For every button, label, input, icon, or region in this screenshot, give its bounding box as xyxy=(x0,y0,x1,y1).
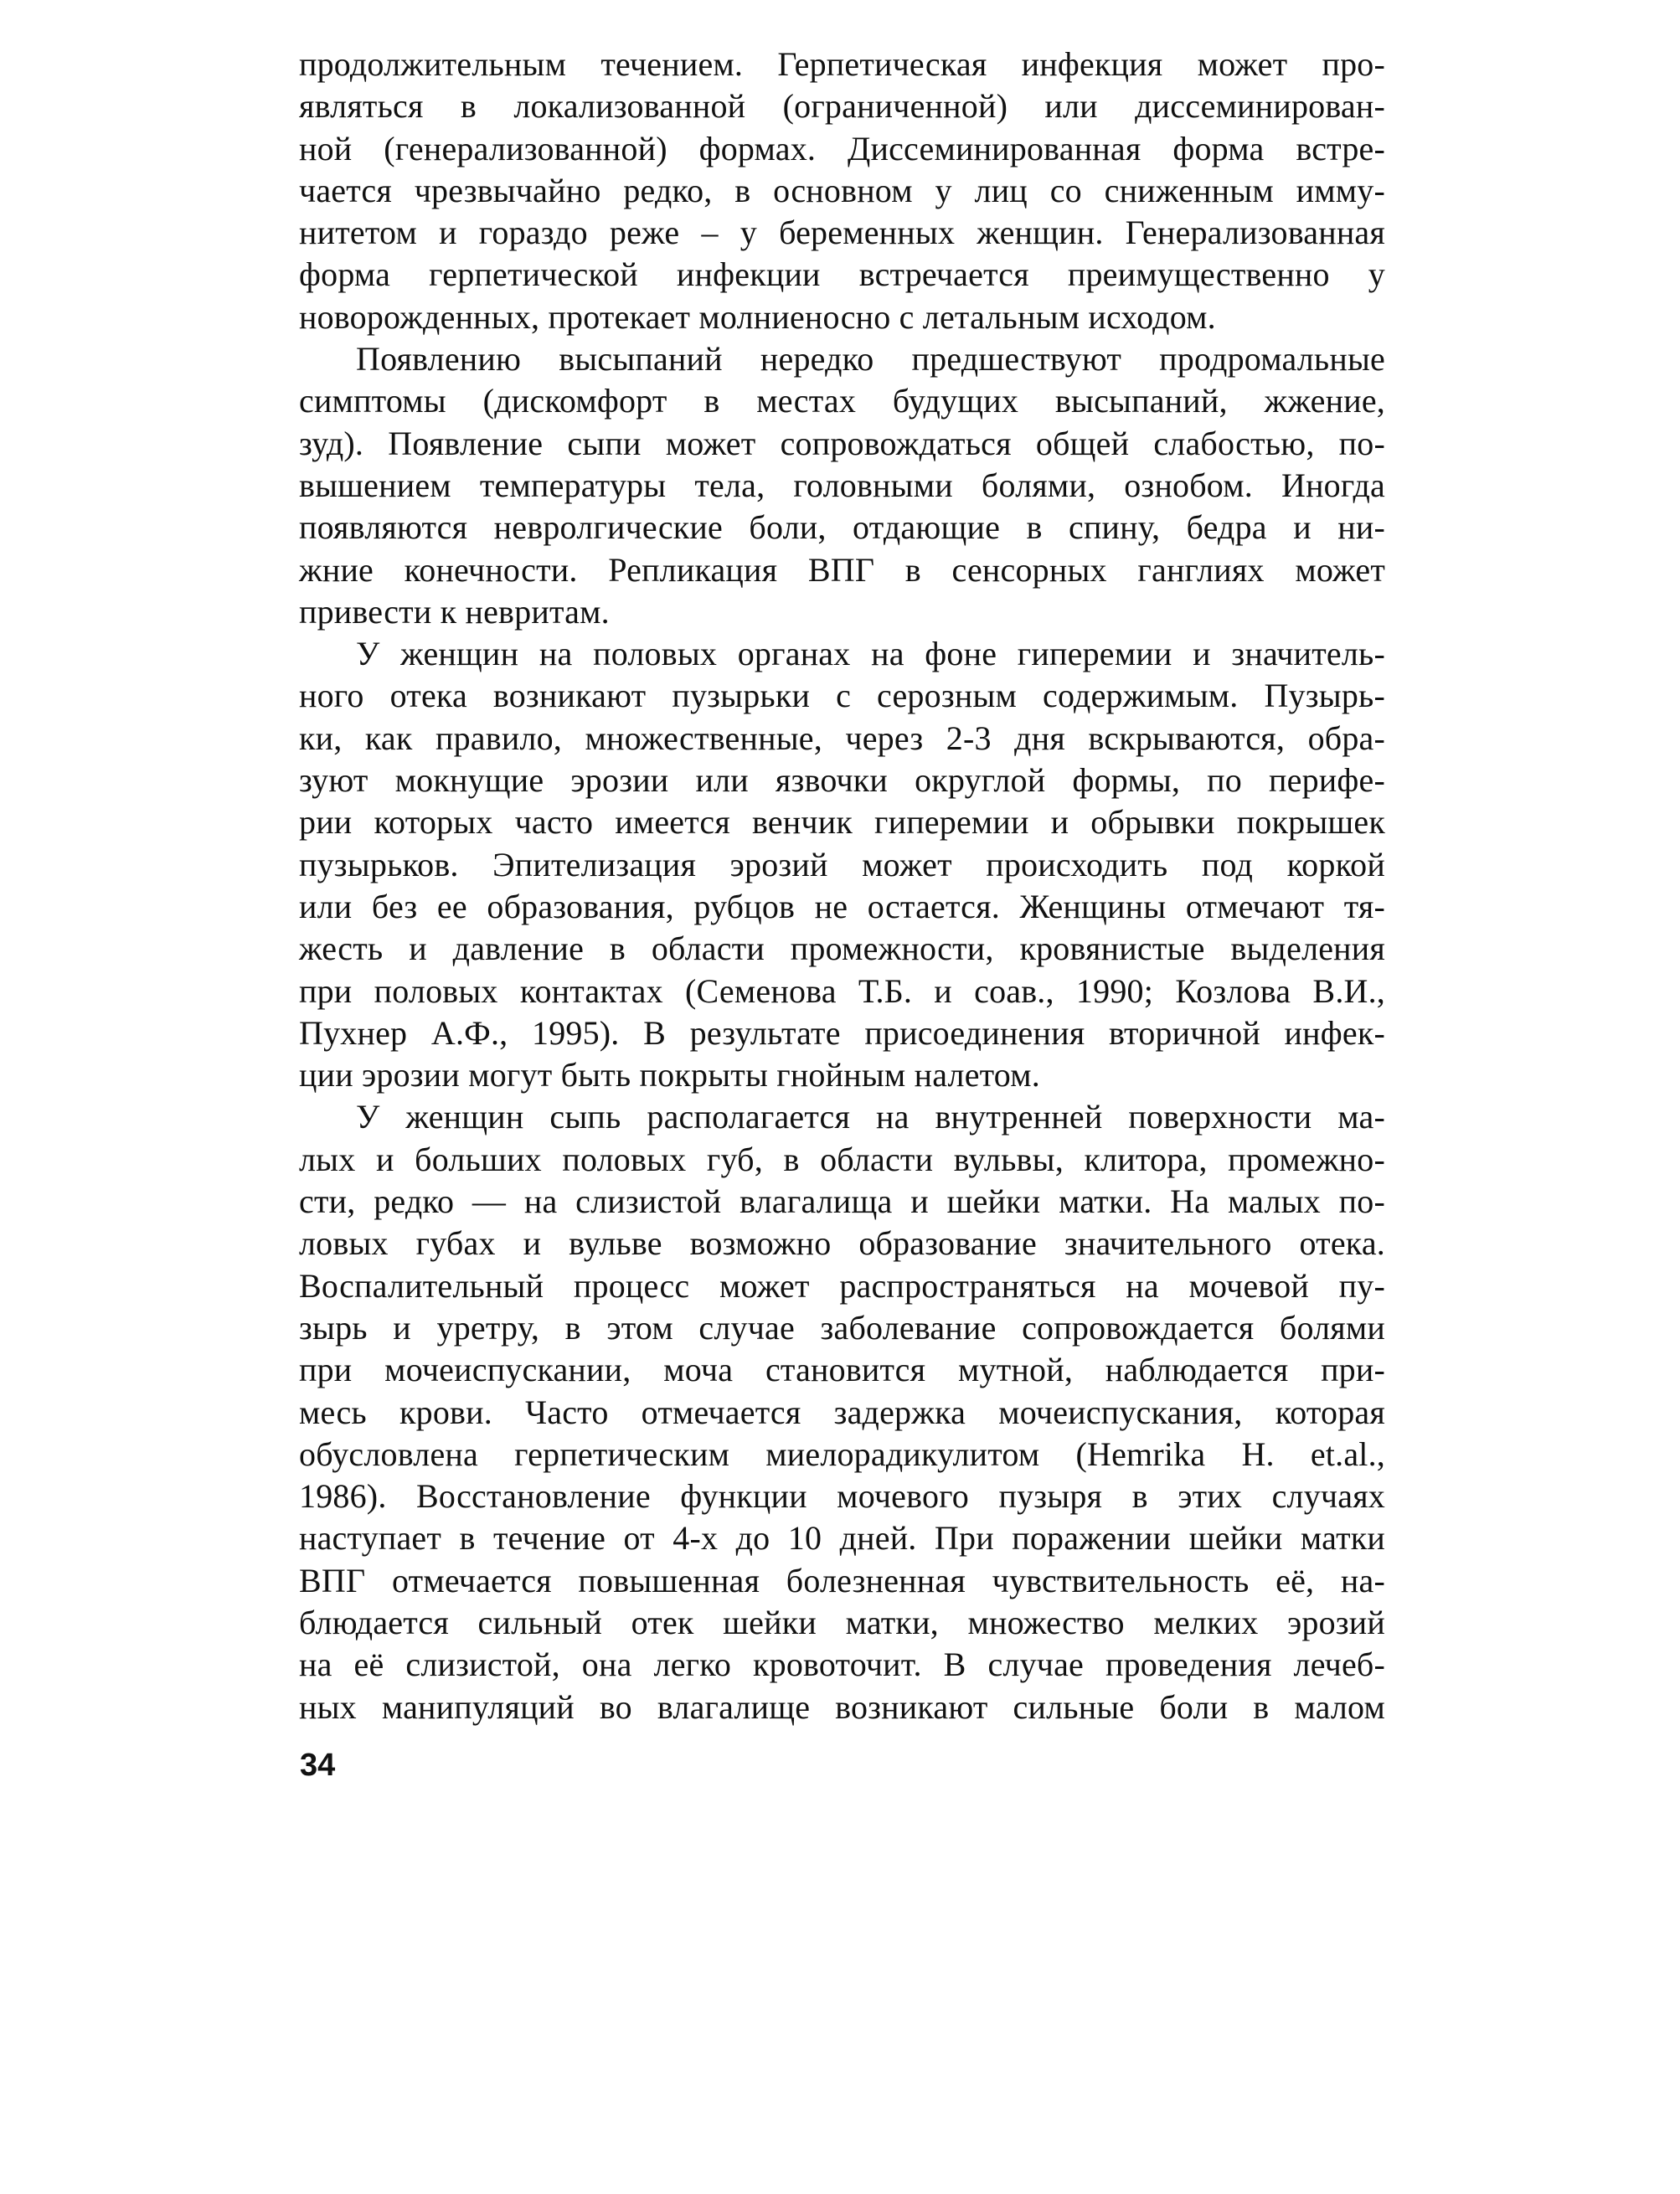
text-line: ловых губах и вульве возможно образование значительного отека. xyxy=(299,1224,1385,1263)
text-line: при половых контактах (Семенова Т.Б. и соав., 1990; Козлова В.И., xyxy=(299,971,1385,1010)
text-line: новорожденных, протекает молниеносно с летальным исходом. xyxy=(299,297,1216,336)
paragraph-2 xyxy=(299,338,1385,633)
paragraph-3 xyxy=(299,633,1385,1096)
text-line: рии которых часто имеется венчик гиперемии и обрывки покрышек xyxy=(299,803,1385,842)
text-line: ВПГ отмечается повышенная болезненная чувствительность её, на- xyxy=(299,1561,1385,1599)
text-line: пузырьков. Эпителизация эрозий может происходить под коркой xyxy=(299,845,1385,883)
text-line: симптомы (дискомфорт в местах будущих высыпаний, жжение, xyxy=(299,382,1385,420)
text-line: жние конечности. Репликация ВПГ в сенсорных ганглиях может xyxy=(299,550,1385,589)
text-line: ной (генерализованной) формах. Диссеминированная форма встре- xyxy=(299,129,1385,167)
text-line: форма герпетической инфекции встречается преимущественно у xyxy=(299,255,1385,294)
text-line: на её слизистой, она легко кровоточит. В случае проведения лечеб- xyxy=(299,1646,1385,1684)
text-line: Пухнер А.Ф., 1995). В результате присоединения вторичной инфек- xyxy=(299,1013,1385,1052)
text-line: 1986). Восстановление функции мочевого пузыря в этих случаях xyxy=(299,1477,1385,1516)
text-line: лых и больших половых губ, в области вульвы, клитора, промежно- xyxy=(299,1140,1385,1178)
text-line: ных манипуляций во влагалище возникают сильные боли в малом xyxy=(299,1687,1385,1726)
text-line: ции эрозии могут быть покрыты гнойным налетом. xyxy=(299,1056,1040,1094)
text-line: сти, редко — на слизистой влагалища и шейки матки. На малых по- xyxy=(299,1182,1385,1221)
text-line: привести к невритам. xyxy=(299,592,610,631)
text-line: Появлению высыпаний нередко предшествуют продромальные xyxy=(356,340,1385,379)
page-number: 34 xyxy=(300,1748,336,1783)
paragraph-4 xyxy=(299,1096,1385,1728)
text-line: чается чрезвычайно редко, в основном у лиц со сниженным иммy- xyxy=(299,171,1385,209)
text-line: при мочеиспускании, моча становится мутной, наблюдается при- xyxy=(299,1351,1385,1389)
paragraph-1 xyxy=(299,44,1385,338)
text-line: Воспалительный процесс может распространяться на мочевой пу- xyxy=(299,1266,1385,1305)
text-line: У женщин сыпь располагается на внутренней поверхности ма- xyxy=(356,1098,1385,1136)
body-text xyxy=(299,44,1385,1728)
text-line: являться в локализованной (ограниченной) или диссеминирован- xyxy=(299,87,1385,126)
text-line: обусловлена герпетическим миелорадикулитом (Hemrika H. et.al., xyxy=(299,1434,1385,1473)
text-line: появляются невролгические боли, отдающие в спину, бедра и ни- xyxy=(299,508,1385,547)
text-line: У женщин на половых органах на фоне гиперемии и значитель- xyxy=(356,635,1385,673)
text-line: ки, как правило, множественные, через 2-3 дня вскрываются, обра- xyxy=(299,718,1385,757)
text-line: блюдается сильный отек шейки матки, множество мелких эрозий xyxy=(299,1603,1385,1641)
text-line: вышением температуры тела, головными болями, ознобом. Иногда xyxy=(299,466,1385,504)
text-line: или без ее образования, рубцов не остается. Женщины отмечают тя- xyxy=(299,887,1385,925)
text-line: ного отека возникают пузырьки с серозным содержимым. Пузырь- xyxy=(299,677,1385,715)
text-line: жесть и давление в области промежности, кровянистые выделения xyxy=(299,930,1385,968)
text-line: зуд). Появление сыпи может сопровождаться общей слабостью, по- xyxy=(299,424,1385,462)
text-line: нитетом и гораздо реже – у беременных женщин. Генерализованная xyxy=(299,214,1385,252)
text-line: зуют мокнущие эрозии или язвочки округлой формы, по перифе- xyxy=(299,761,1385,800)
text-line: месь крови. Часто отмечается задержка мочеиспускания, которая xyxy=(299,1393,1385,1431)
text-line: зырь и уретру, в этом случае заболевание сопровождается болями xyxy=(299,1308,1385,1347)
text-line: продолжительным течением. Герпетическая инфекция может про- xyxy=(299,45,1385,83)
text-line: наступает в течение от 4-х до 10 дней. При поражении шейки матки xyxy=(299,1519,1385,1558)
